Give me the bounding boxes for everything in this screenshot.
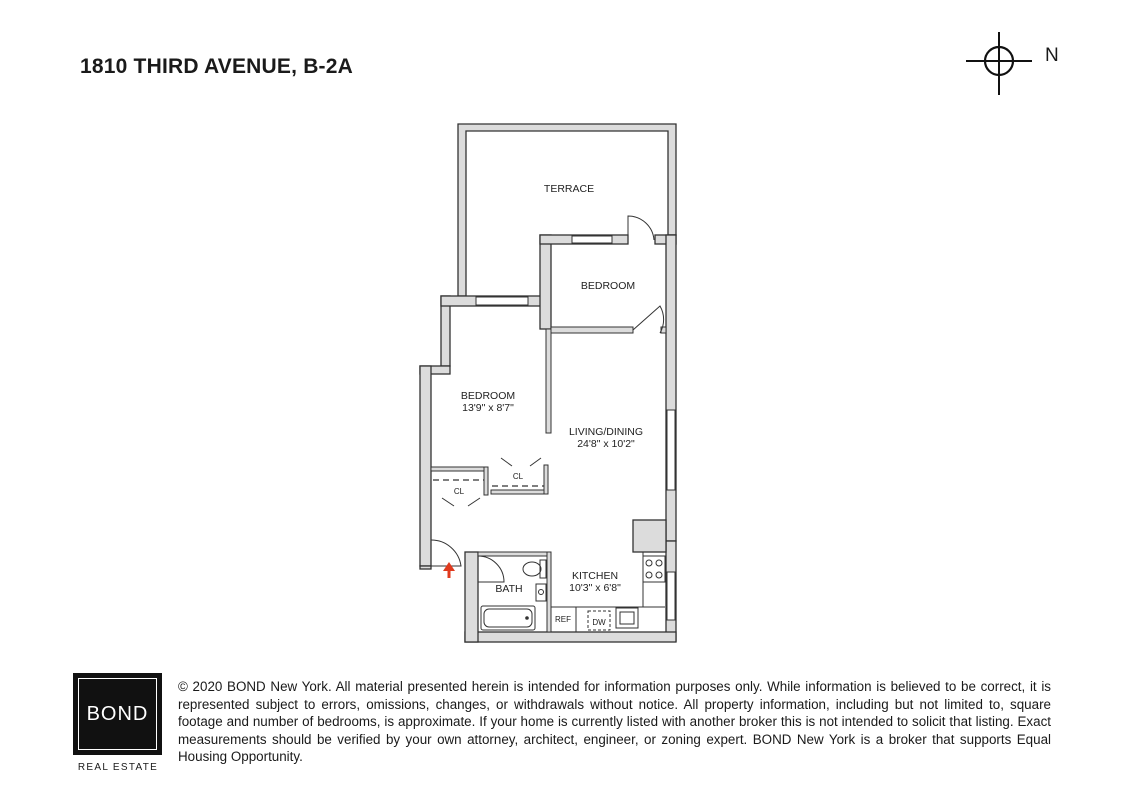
logo-wordmark: BOND [86, 702, 149, 725]
bedroom-small-label: BEDROOM [580, 280, 636, 292]
dishwasher-label: DW [592, 618, 606, 627]
refrigerator-label: REF [555, 615, 571, 624]
kitchen-dimensions: 10'3" x 6'8" [569, 582, 621, 594]
closet-label-1: CL [512, 472, 524, 481]
bedroom-main-dimensions: 13'9" x 8'7" [462, 402, 514, 414]
toilet [523, 560, 546, 578]
kitchen-label: KITCHEN [571, 570, 619, 582]
closet-label-2: CL [453, 487, 465, 496]
kitchen-sink [616, 608, 638, 628]
living-dining-label: LIVING/DINING [568, 426, 644, 438]
stove [643, 556, 665, 582]
terrace-label: TERRACE [543, 183, 595, 195]
entrance-arrow-icon [443, 562, 455, 578]
listing-address-title: 1810 THIRD AVENUE, B-2A [80, 55, 353, 78]
logo-subtitle: REAL ESTATE [77, 762, 159, 773]
bond-logo [73, 673, 162, 755]
bath-sink [536, 584, 546, 601]
living-dining-dimensions: 24'8" x 10'2" [577, 438, 635, 450]
legal-disclaimer: © 2020 BOND New York. All material presented herein is intended for information purposes only. While information is believed to be correct, it is represented subject to errors, omissions, changes, or withdrawals without notice. All property information, including but not limited to, square footage and number of bedrooms, is approximate. If your home is currently listed with another broker this is not intended to solicit that listing. Exact measurements should be verified by your own attorney, architect, engineer, or zoning expert. BOND New York is a broker that supports Equal Housing Opportunity. [178, 679, 1051, 765]
bedroom-main-label: BEDROOM [460, 390, 516, 402]
compass-north-label: N [1045, 45, 1059, 66]
bath-label: BATH [495, 583, 523, 595]
